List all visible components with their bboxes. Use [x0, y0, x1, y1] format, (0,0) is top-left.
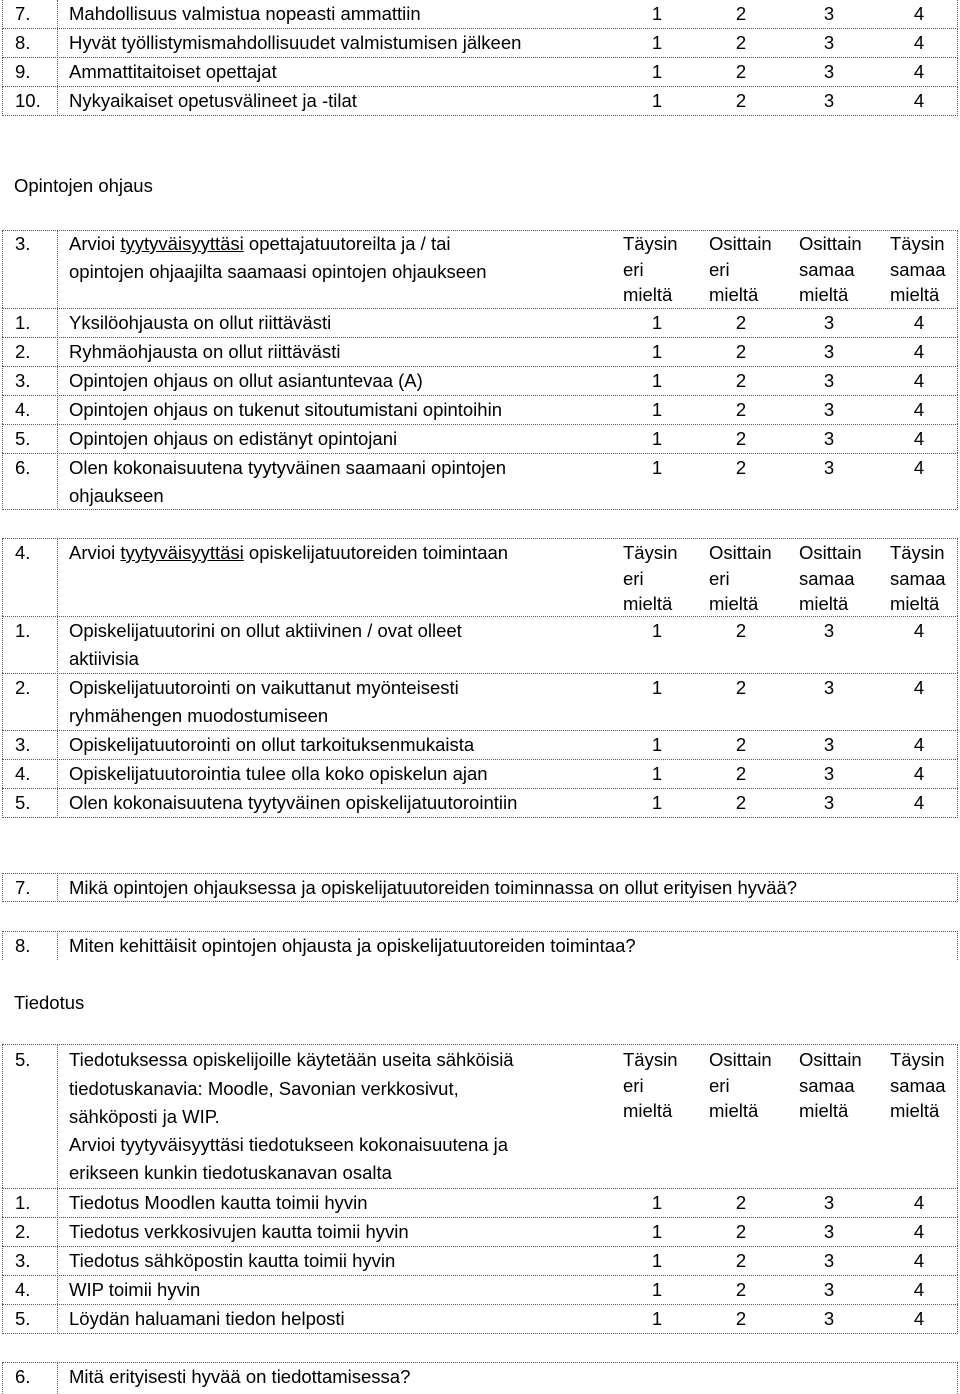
item-number: 10.	[15, 90, 41, 111]
table-row	[2, 1275, 958, 1304]
item-text: Tiedotus verkkosivujen kautta toimii hyvin	[69, 1221, 409, 1242]
header-line: mieltä	[799, 593, 849, 614]
table-row	[2, 730, 958, 759]
scale-3-option[interactable]: 3	[823, 61, 835, 82]
item-text: Opiskelijatuutorointi on vaikuttanut myönteisesti	[69, 677, 459, 698]
item-text: Mahdollisuus valmistua nopeasti ammattiin	[69, 3, 421, 24]
header-line: Osittain	[799, 542, 862, 563]
table-row	[2, 0, 958, 29]
scale-1-option[interactable]: 1	[651, 3, 663, 24]
table-row	[2, 29, 958, 58]
table-row	[2, 1246, 958, 1275]
item-number: 8.	[15, 32, 31, 53]
scale-3-option[interactable]: 3	[823, 1221, 835, 1242]
question-number: 8.	[15, 935, 31, 956]
scale-header-fully-disagree	[623, 540, 678, 617]
scale-1-option[interactable]: 1	[651, 734, 663, 755]
scale-4-option[interactable]: 4	[913, 1250, 925, 1271]
scale-4-option[interactable]: 4	[913, 428, 925, 449]
scale-header-fully-disagree	[623, 231, 678, 308]
scale-header-fully-agree	[890, 540, 946, 617]
header-line: mieltä	[799, 1100, 849, 1121]
scale-4-option[interactable]: 4	[913, 763, 925, 784]
column-divider	[57, 230, 58, 510]
item-number: 4.	[15, 763, 31, 784]
scale-1-option[interactable]: 1	[651, 1192, 663, 1213]
scale-4-option[interactable]: 4	[913, 3, 925, 24]
header-line: Osittain	[799, 233, 862, 254]
scale-1-option[interactable]: 1	[651, 763, 663, 784]
table-row	[2, 616, 958, 673]
header-line: samaa	[890, 258, 946, 280]
question-text: Miten kehittäisit opintojen ohjausta ja opiskelijatuutoreiden toimintaa?	[69, 935, 636, 956]
item-number: 1.	[15, 620, 31, 641]
item-text: Opintojen ohjaus on edistänyt opintojani	[69, 428, 398, 449]
scale-2-option[interactable]: 2	[735, 1250, 747, 1271]
scale-1-option[interactable]: 1	[651, 1221, 663, 1242]
header-line: Osittain	[709, 1049, 772, 1070]
item-text: Nykyaikaiset opetusvälineet ja -tilat	[69, 90, 357, 111]
header-line: Osittain	[709, 542, 772, 563]
scale-3-option[interactable]: 3	[823, 620, 835, 641]
item-number: 1.	[15, 312, 31, 333]
scale-2-option[interactable]: 2	[735, 792, 747, 813]
scale-1-option[interactable]: 1	[651, 1250, 663, 1271]
table-row	[2, 58, 958, 87]
scale-4-option[interactable]: 4	[913, 1192, 925, 1213]
scale-header-partly-disagree	[709, 1047, 772, 1124]
scale-4-option[interactable]: 4	[913, 1308, 925, 1329]
scale-header-fully-agree	[890, 1047, 946, 1124]
header-line: eri	[709, 258, 730, 280]
scale-header-partly-disagree	[709, 540, 772, 617]
table-row	[2, 788, 958, 818]
header-line: samaa	[890, 1074, 946, 1096]
question-text-pre: Arvioi	[69, 233, 121, 254]
item-text: Löydän haluamani tiedon helposti	[69, 1308, 345, 1329]
scale-3-option[interactable]: 3	[823, 457, 835, 478]
question-text-post: opiskelijatuutoreiden toimintaan	[243, 542, 509, 563]
section-heading-opintojen-ohjaus: Opintojen ohjaus	[14, 175, 153, 196]
item-number: 3.	[15, 370, 31, 391]
scale-2-option[interactable]: 2	[735, 620, 747, 641]
question-text	[69, 539, 508, 567]
item-text-line2: ohjaukseen	[69, 485, 164, 506]
item-text: Ryhmäohjausta on ollut riittävästi	[69, 341, 341, 362]
question-text: Mikä opintojen ohjauksessa ja opiskelijatuutoreiden toiminnassa on ollut erityisen hyvää?	[69, 877, 798, 898]
question-text-line2: opintojen ohjaajilta saamaasi opintojen ohjaukseen	[69, 261, 487, 282]
item-text: Opintojen ohjaus on ollut asiantuntevaa (A)	[69, 370, 423, 391]
item-text-line2: aktiivisia	[69, 648, 139, 669]
item-number: 2.	[15, 677, 31, 698]
scale-1-option[interactable]: 1	[651, 620, 663, 641]
section-heading-tiedotus: Tiedotus	[14, 992, 85, 1013]
question-header-row	[2, 230, 958, 308]
scale-1-option[interactable]: 1	[651, 792, 663, 813]
question-header-row	[2, 1044, 958, 1188]
header-line: mieltä	[709, 1100, 759, 1121]
table-row	[2, 453, 958, 510]
scale-2-option[interactable]: 2	[735, 1221, 747, 1242]
scale-1-option[interactable]: 1	[651, 677, 663, 698]
item-text: Ammattitaitoiset opettajat	[69, 61, 277, 82]
header-line: eri	[623, 1074, 644, 1096]
scale-2-option[interactable]: 2	[735, 428, 747, 449]
header-line: mieltä	[623, 593, 673, 614]
scale-4-option[interactable]: 4	[913, 792, 925, 813]
scale-1-option[interactable]: 1	[651, 428, 663, 449]
item-text: Opiskelijatuutorointia tulee olla koko opiskelun ajan	[69, 763, 488, 784]
scale-3-option[interactable]: 3	[823, 1308, 835, 1329]
header-line: Täysin	[890, 1049, 945, 1070]
scale-4-option[interactable]: 4	[913, 32, 925, 53]
question-number: 7.	[15, 877, 31, 898]
header-line: Täysin	[623, 542, 678, 563]
scale-1-option[interactable]: 1	[651, 399, 663, 420]
scale-2-option[interactable]: 2	[735, 3, 747, 24]
question-header-row	[2, 538, 958, 616]
question-text-line: sähköposti ja WIP.	[69, 1106, 220, 1127]
scale-4-option[interactable]: 4	[913, 677, 925, 698]
header-line: mieltä	[709, 593, 759, 614]
scale-4-option[interactable]: 4	[913, 370, 925, 391]
scale-4-option[interactable]: 4	[913, 620, 925, 641]
header-line: Osittain	[799, 1049, 862, 1070]
header-line: Täysin	[890, 233, 945, 254]
scale-4-option[interactable]: 4	[913, 457, 925, 478]
scale-3-option[interactable]: 3	[823, 734, 835, 755]
scale-2-option[interactable]: 2	[735, 341, 747, 362]
scale-3-option[interactable]: 3	[823, 312, 835, 333]
item-number: 5.	[15, 428, 31, 449]
header-line: eri	[623, 258, 644, 280]
table-row	[2, 87, 958, 116]
header-line: Täysin	[623, 1049, 678, 1070]
item-number: 5.	[15, 1308, 31, 1329]
item-number: 1.	[15, 1192, 31, 1213]
question-text-underlined: tyytyväisyyttäsi	[120, 542, 244, 563]
question-text-line: Tiedotuksessa opiskelijoille käytetään useita sähköisiä	[69, 1049, 514, 1070]
header-line: samaa	[799, 258, 855, 280]
scale-4-option[interactable]: 4	[913, 1221, 925, 1242]
scale-2-option[interactable]: 2	[735, 61, 747, 82]
scale-3-option[interactable]: 3	[823, 399, 835, 420]
scale-3-option[interactable]: 3	[823, 792, 835, 813]
item-text: Yksilöohjausta on ollut riittävästi	[69, 312, 332, 333]
scale-3-option[interactable]: 3	[823, 763, 835, 784]
item-text: WIP toimii hyvin	[69, 1279, 201, 1300]
scale-header-partly-agree	[799, 540, 862, 617]
scale-2-option[interactable]: 2	[735, 1279, 747, 1300]
question-text-line: erikseen kunkin tiedotuskanavan osalta	[69, 1162, 392, 1183]
scale-1-option[interactable]: 1	[651, 1279, 663, 1300]
item-text: Olen kokonaisuutena tyytyväinen saamaani opintojen	[69, 457, 507, 478]
column-divider	[57, 0, 58, 116]
scale-1-option[interactable]: 1	[651, 32, 663, 53]
header-line: mieltä	[890, 284, 940, 305]
header-line: mieltä	[890, 593, 940, 614]
question-text-pre: Arvioi	[69, 542, 121, 563]
open-question-7	[2, 873, 958, 902]
scale-3-option[interactable]: 3	[823, 3, 835, 24]
header-line: Täysin	[623, 233, 678, 254]
item-number: 5.	[15, 792, 31, 813]
open-question-6	[2, 1362, 958, 1394]
scale-1-option[interactable]: 1	[651, 90, 663, 111]
question-number: 6.	[15, 1366, 31, 1387]
item-number: 3.	[15, 1250, 31, 1271]
scale-2-option[interactable]: 2	[735, 457, 747, 478]
scale-2-option[interactable]: 2	[735, 734, 747, 755]
scale-2-option[interactable]: 2	[735, 763, 747, 784]
item-number: 9.	[15, 61, 31, 82]
table-row	[2, 1217, 958, 1246]
table-row	[2, 1304, 958, 1334]
scale-2-option[interactable]: 2	[735, 312, 747, 333]
table-row	[2, 424, 958, 453]
item-text: Tiedotus Moodlen kautta toimii hyvin	[69, 1192, 368, 1213]
header-line: samaa	[799, 567, 855, 589]
scale-4-option[interactable]: 4	[913, 734, 925, 755]
scale-header-partly-agree	[799, 231, 862, 308]
column-divider	[57, 873, 58, 902]
header-line: eri	[709, 567, 730, 589]
header-line: eri	[623, 567, 644, 589]
scale-4-option[interactable]: 4	[913, 341, 925, 362]
question-text-underlined: tyytyväisyyttäsi	[120, 233, 244, 254]
item-text: Opiskelijatuutorointi on ollut tarkoituksenmukaista	[69, 734, 475, 755]
column-divider	[57, 1362, 58, 1394]
question-text	[69, 230, 450, 258]
header-line: samaa	[799, 1074, 855, 1096]
scale-2-option[interactable]: 2	[735, 1192, 747, 1213]
scale-2-option[interactable]: 2	[735, 32, 747, 53]
table-row	[2, 395, 958, 424]
scale-4-option[interactable]: 4	[913, 1279, 925, 1300]
question-number: 4.	[15, 542, 31, 563]
item-number: 3.	[15, 734, 31, 755]
scale-1-option[interactable]: 1	[651, 370, 663, 391]
scale-3-option[interactable]: 3	[823, 1279, 835, 1300]
item-text: Opintojen ohjaus on tukenut sitoutumistani opintoihin	[69, 399, 502, 420]
open-question-8	[2, 931, 958, 960]
question-number: 5.	[15, 1049, 31, 1070]
scale-4-option[interactable]: 4	[913, 399, 925, 420]
item-text: Opiskelijatuutorini on ollut aktiivinen / ovat olleet	[69, 620, 462, 641]
item-number: 2.	[15, 341, 31, 362]
scale-1-option[interactable]: 1	[651, 1308, 663, 1329]
item-number: 7.	[15, 3, 31, 24]
item-number: 4.	[15, 1279, 31, 1300]
scale-header-fully-disagree	[623, 1047, 678, 1124]
question-text-line: Arvioi tyytyväisyyttäsi tiedotukseen kokonaisuutena ja	[69, 1134, 509, 1155]
scale-2-option[interactable]: 2	[735, 399, 747, 420]
scale-4-option[interactable]: 4	[913, 61, 925, 82]
scale-3-option[interactable]: 3	[823, 677, 835, 698]
table-row	[2, 308, 958, 337]
header-line: eri	[709, 1074, 730, 1096]
header-line: mieltä	[890, 1100, 940, 1121]
table-row	[2, 366, 958, 395]
item-number: 2.	[15, 1221, 31, 1242]
column-divider	[57, 1044, 58, 1334]
item-text: Hyvät työllistymismahdollisuudet valmistumisen jälkeen	[69, 32, 522, 53]
question-text-line: tiedotuskanavia: Moodle, Savonian verkkosivut,	[69, 1078, 459, 1099]
item-number: 6.	[15, 457, 31, 478]
scale-header-partly-agree	[799, 1047, 862, 1124]
column-divider	[57, 538, 58, 818]
scale-3-option[interactable]: 3	[823, 1250, 835, 1271]
scale-3-option[interactable]: 3	[823, 1192, 835, 1213]
header-line: mieltä	[623, 284, 673, 305]
scale-3-option[interactable]: 3	[823, 370, 835, 391]
scale-1-option[interactable]: 1	[651, 457, 663, 478]
table-row	[2, 673, 958, 730]
item-number: 4.	[15, 399, 31, 420]
table-row	[2, 759, 958, 788]
table-row	[2, 1188, 958, 1217]
item-text-line2: ryhmähengen muodostumiseen	[69, 705, 329, 726]
scale-1-option[interactable]: 1	[651, 312, 663, 333]
scale-2-option[interactable]: 2	[735, 677, 747, 698]
header-line: Osittain	[709, 233, 772, 254]
scale-2-option[interactable]: 2	[735, 90, 747, 111]
header-line: mieltä	[799, 284, 849, 305]
header-line: mieltä	[623, 1100, 673, 1121]
scale-4-option[interactable]: 4	[913, 90, 925, 111]
scale-3-option[interactable]: 3	[823, 428, 835, 449]
scale-3-option[interactable]: 3	[823, 32, 835, 53]
scale-4-option[interactable]: 4	[913, 312, 925, 333]
question-text-post: opettajatuutoreilta ja / tai	[243, 233, 451, 254]
header-line: Täysin	[890, 542, 945, 563]
item-text: Olen kokonaisuutena tyytyväinen opiskelijatuutorointiin	[69, 792, 518, 813]
scale-2-option[interactable]: 2	[735, 1308, 747, 1329]
item-text: Tiedotus sähköpostin kautta toimii hyvin	[69, 1250, 396, 1271]
question-number: 3.	[15, 233, 31, 254]
scale-1-option[interactable]: 1	[651, 341, 663, 362]
header-line: samaa	[890, 567, 946, 589]
question-text: Mitä erityisesti hyvää on tiedottamisessa?	[69, 1366, 411, 1387]
scale-3-option[interactable]: 3	[823, 90, 835, 111]
scale-1-option[interactable]: 1	[651, 61, 663, 82]
scale-3-option[interactable]: 3	[823, 341, 835, 362]
column-divider	[57, 931, 58, 960]
table-row	[2, 337, 958, 366]
scale-header-fully-agree	[890, 231, 946, 308]
scale-header-partly-disagree	[709, 231, 772, 308]
header-line: mieltä	[709, 284, 759, 305]
scale-2-option[interactable]: 2	[735, 370, 747, 391]
